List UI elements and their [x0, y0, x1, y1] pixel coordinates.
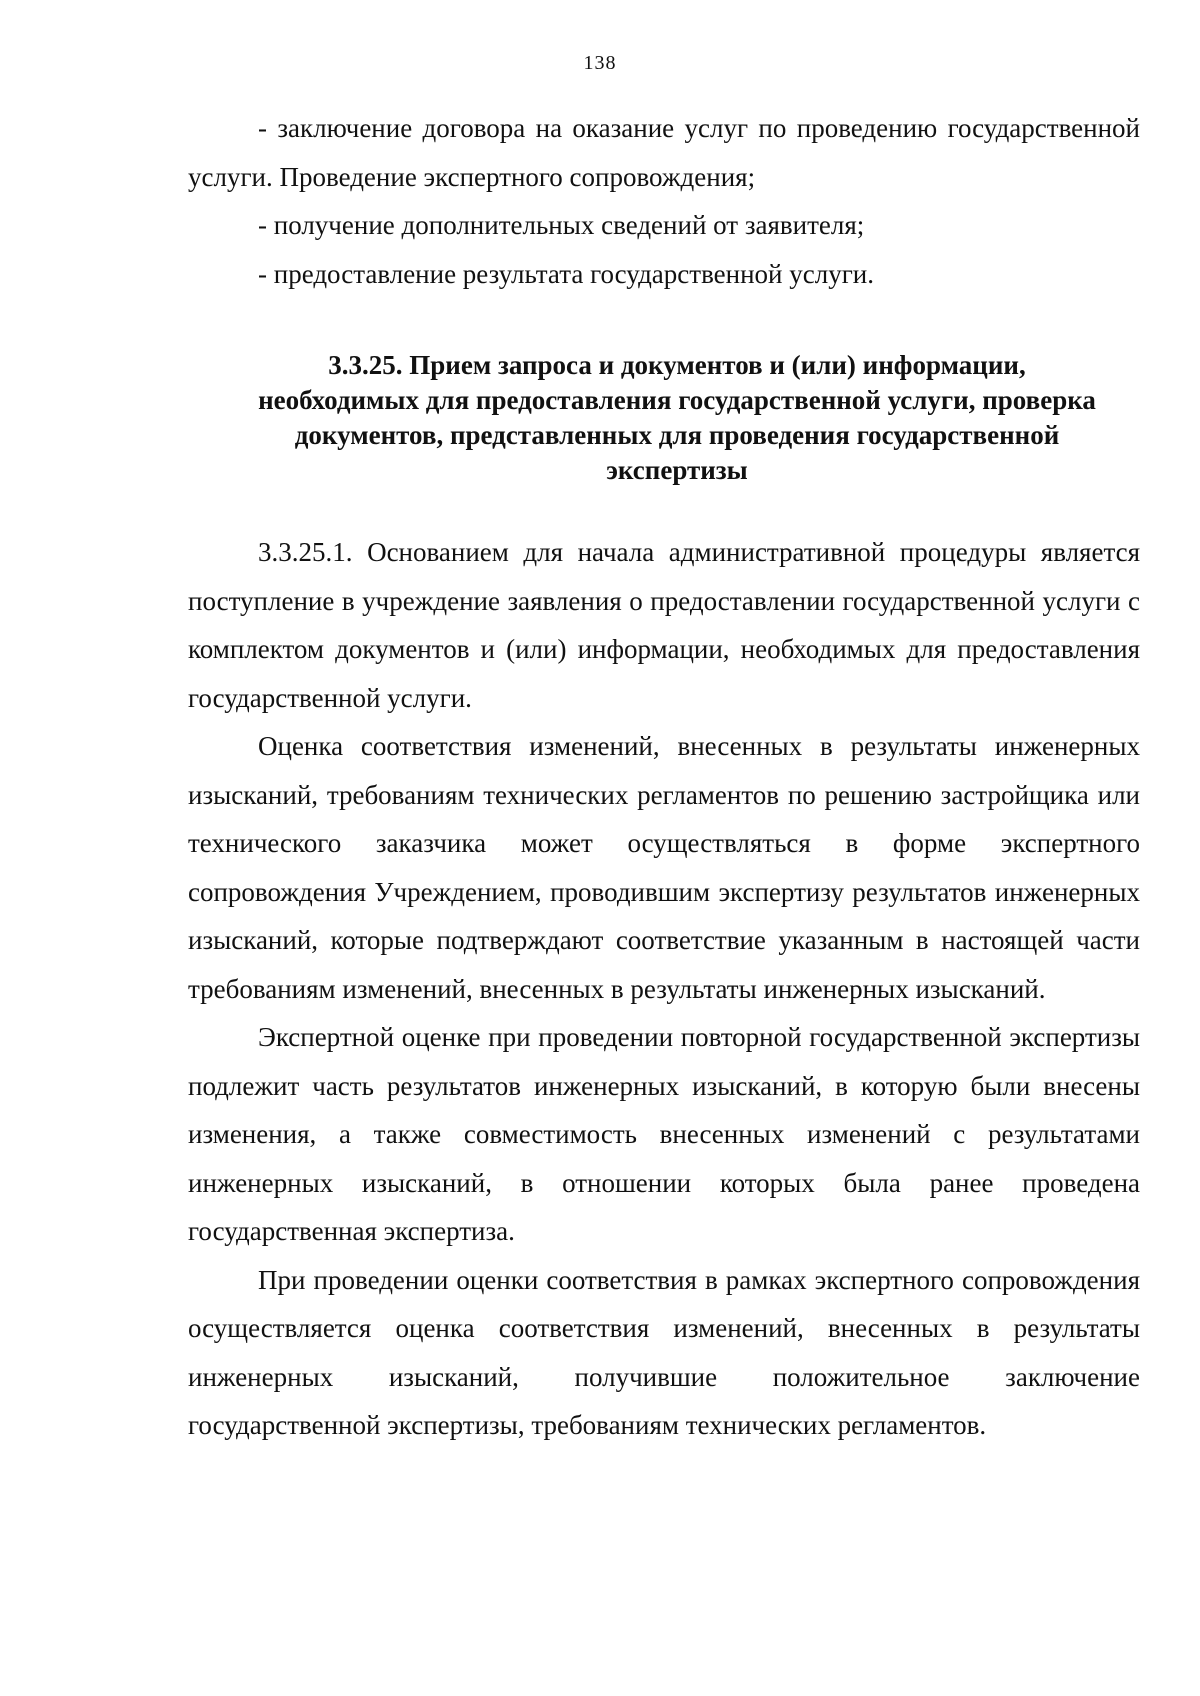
- section-heading-line: необходимых для предоставления государственной услуги, проверка: [258, 385, 1096, 415]
- document-body: [188, 104, 1140, 1450]
- section-heading-line: 3.3.25. Прием запроса и документов и (или) информации,: [328, 350, 1026, 380]
- list-item-result: - предоставление результата государственной услуги.: [258, 258, 874, 289]
- paragraph-basis: 3.3.25.1. Основанием для начала административной процедуры является поступление в учреждение заявления о предоставлении государственной услуги с комплектом документов и (или) информации, необходимых для предоставления государственной услуги.: [188, 537, 1140, 713]
- section-heading-line: экспертизы: [606, 455, 748, 485]
- list-item-contract: - заключение договора на оказание услуг по проведению государственной услуги. Проведение экспертного сопровождения;: [188, 113, 1140, 192]
- section-heading: [188, 348, 1140, 488]
- paragraph-assessment: Оценка соответствия изменений, внесенных в результаты инженерных изысканий, требованиям технических регламентов по решению застройщика или технического заказчика может осуществляться в форме экспертного сопровождения Учреждением, проводившим экспертизу результатов инженерных изысканий, которые подтверждают соответствие указанным в настоящей части требованиям изменений, внесенных в результаты инженерных изысканий.: [188, 731, 1140, 1004]
- spacer: [188, 488, 1140, 528]
- paragraph-conformity: При проведении оценки соответствия в рамках экспертного сопровождения осуществляется оценка соответствия изменений, внесенных в результаты инженерных изысканий, получившие положительное заключение государственной экспертизы, требованиям технических регламентов.: [188, 1264, 1140, 1440]
- page-number: 138: [583, 52, 617, 74]
- paragraph-expert-evaluation: Экспертной оценке при проведении повторной государственной экспертизы подлежит часть результатов инженерных изысканий, в которую были внесены изменения, а также совместимость внесенных изменений с результатами инженерных изысканий, в отношении которых была ранее проведена государственная экспертиза.: [188, 1022, 1140, 1246]
- spacer: [188, 298, 1140, 348]
- list-item-additional-info: - получение дополнительных сведений от заявителя;: [258, 210, 865, 240]
- section-heading-line: документов, представленных для проведения государственной: [294, 420, 1060, 450]
